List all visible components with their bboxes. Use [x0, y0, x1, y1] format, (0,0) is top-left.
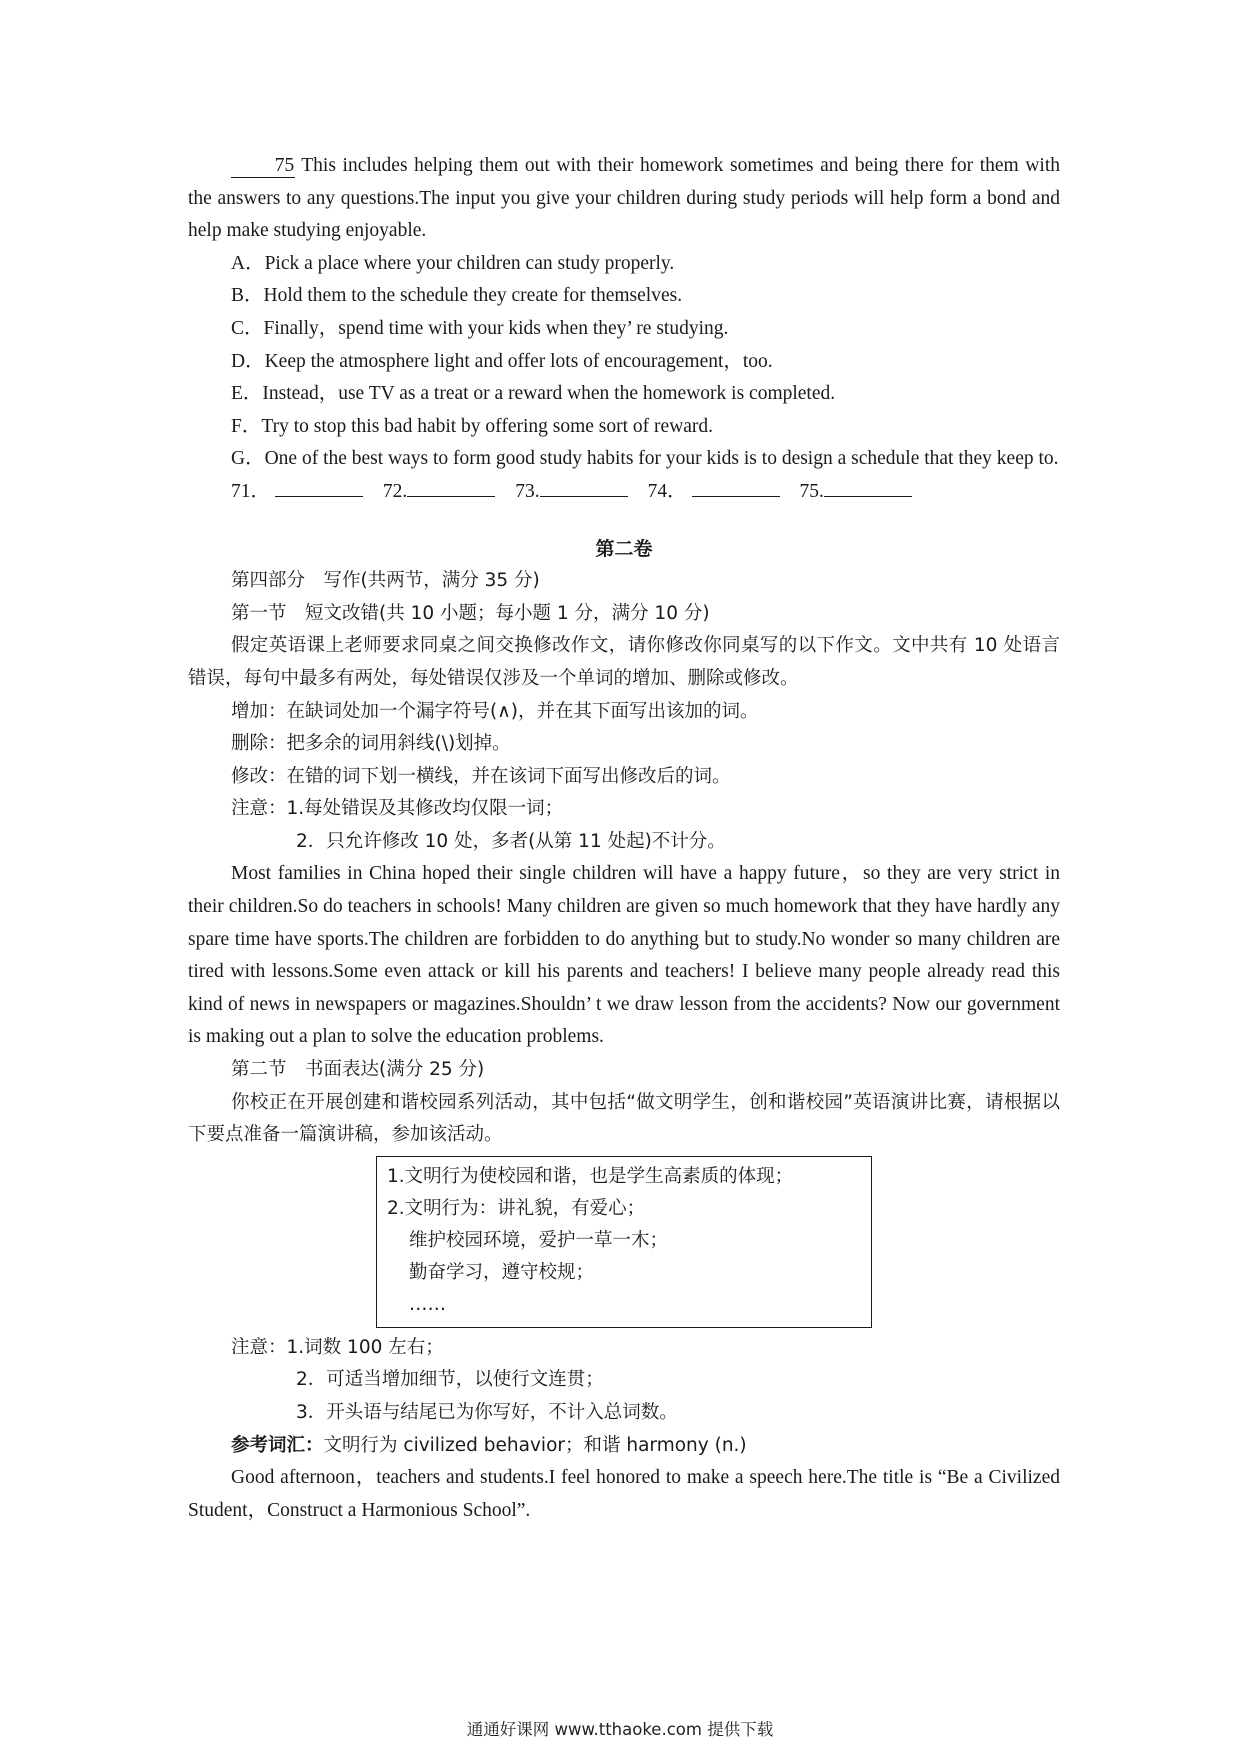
- modify-rule: 修改：在错的词下划一横线，并在该词下面写出修改后的词。: [231, 765, 731, 787]
- option-a: A．Pick a place where your children can study properly.: [231, 252, 675, 274]
- answer-71: 71．: [231, 476, 363, 509]
- key-point-ellipsis: ……: [409, 1293, 446, 1315]
- page-footer: 通通好课网 www.tthaoke.com 提供下载: [466, 1720, 774, 1739]
- section1-note-2: 2．只允许修改 10 处，多者(从第 11 处起)不计分。: [296, 830, 726, 852]
- passage-paragraph-75: [188, 150, 1060, 248]
- answer-75: 75.: [800, 476, 912, 509]
- passage-text: This includes helping them out with their homework sometimes and being there for them with the answers to any questions.The input you give your children during study periods will help form a bond and help make studying enjoyable.: [188, 155, 1060, 242]
- section2-note-2: 2．可适当增加细节，以使行文连贯；: [296, 1369, 604, 1391]
- option-c: C．Finally，spend time with your kids when they’ re studying.: [231, 317, 729, 339]
- section1-instruction: 假定英语课上老师要求同桌之间交换修改作文，请你修改你同桌写的以下作文。文中共有 10 处语言错误，每句中最多有两处，每处错误仅涉及一个单词的增加、删除或修改。: [188, 635, 1060, 689]
- blank-75: 75: [231, 155, 295, 178]
- note-label: 注意：: [231, 1336, 287, 1358]
- section2-note-3: 3．开头语与结尾已为你写好，不计入总词数。: [296, 1402, 678, 1423]
- answer-blank-73[interactable]: [540, 496, 628, 497]
- option-f: F．Try to stop this bad habit by offering some sort of reward.: [231, 415, 714, 437]
- key-points-box: [376, 1156, 872, 1328]
- speech-opening: Good afternoon，teachers and students.I feel honored to make a speech here.The title is “Be a Civilized Student，Construct a Harmonious School”.: [188, 1467, 1060, 1521]
- error-correction-essay: Most families in China hoped their single children will have a happy future，so they are very strict in their children.So do teachers in schools! Many children are given so much homework that they have hardly any spare time have sports.The children are forbidden to do anything but to study.No wonder so many children are tired with lessons.Some even attack or kill his parents and teachers! I believe many people already read this kind of news in newspapers or magazines.Shouldn’ t we draw lesson from the accidents? Now our government is making out a plan to solve the education problems.: [188, 863, 1060, 1048]
- vocab-label: 参考词汇：: [231, 1434, 324, 1456]
- answer-row: [188, 476, 1060, 509]
- section2-note-1: 注意：1.词数 100 左右；: [231, 1336, 444, 1358]
- part4-heading: 第四部分 写作(共两节，满分 35 分): [231, 570, 540, 592]
- key-point-2: 2.文明行为：讲礼貌，有爱心；: [387, 1197, 646, 1219]
- answer-74: 74．: [648, 476, 780, 509]
- key-point-1: 1.文明行为使校园和谐，也是学生高素质的体现；: [387, 1165, 794, 1187]
- section2-instruction: 你校正在开展创建和谐校园系列活动，其中包括“做文明学生，创和谐校园”英语演讲比赛，请根据以下要点准备一篇演讲稿，参加该活动。: [188, 1091, 1060, 1146]
- delete-rule: 删除：把多余的词用斜线(\)划掉。: [231, 733, 511, 755]
- reference-vocabulary: 参考词汇：文明行为 civilized behavior；和谐 harmony (n.): [231, 1434, 747, 1456]
- answer-blank-72[interactable]: [407, 496, 495, 497]
- page-content: [188, 150, 1060, 1527]
- answer-blank-74[interactable]: [692, 496, 780, 497]
- section1-heading: 第一节 短文改错(共 10 小题；每小题 1 分，满分 10 分): [231, 602, 710, 624]
- answer-72: 72.: [383, 476, 495, 509]
- note-label: 注意：: [231, 798, 287, 820]
- option-b: B．Hold them to the schedule they create for themselves.: [231, 285, 683, 307]
- answer-blank-75[interactable]: [824, 496, 912, 497]
- add-rule: 增加：在缺词处加一个漏字符号(∧)，并在其下面写出该加的词。: [231, 700, 759, 722]
- answer-blank-71[interactable]: [275, 496, 363, 497]
- section1-note-1: 注意：1.每处错误及其修改均仅限一词；: [231, 798, 564, 820]
- option-d: D．Keep the atmosphere light and offer lots of encouragement，too.: [231, 350, 773, 372]
- key-point-4: 勤奋学习，遵守校规；: [409, 1261, 595, 1283]
- option-g: G．One of the best ways to form good study habits for your kids is to design a schedule that they keep to.: [231, 448, 1059, 470]
- volume-title: 第二卷: [595, 537, 653, 560]
- option-e: E．Instead，use TV as a treat or a reward when the homework is completed.: [231, 383, 836, 405]
- section2-heading: 第二节 书面表达(满分 25 分): [231, 1059, 485, 1081]
- key-point-3: 维护校园环境，爱护一草一木；: [409, 1229, 669, 1251]
- answer-73: 73.: [515, 476, 627, 509]
